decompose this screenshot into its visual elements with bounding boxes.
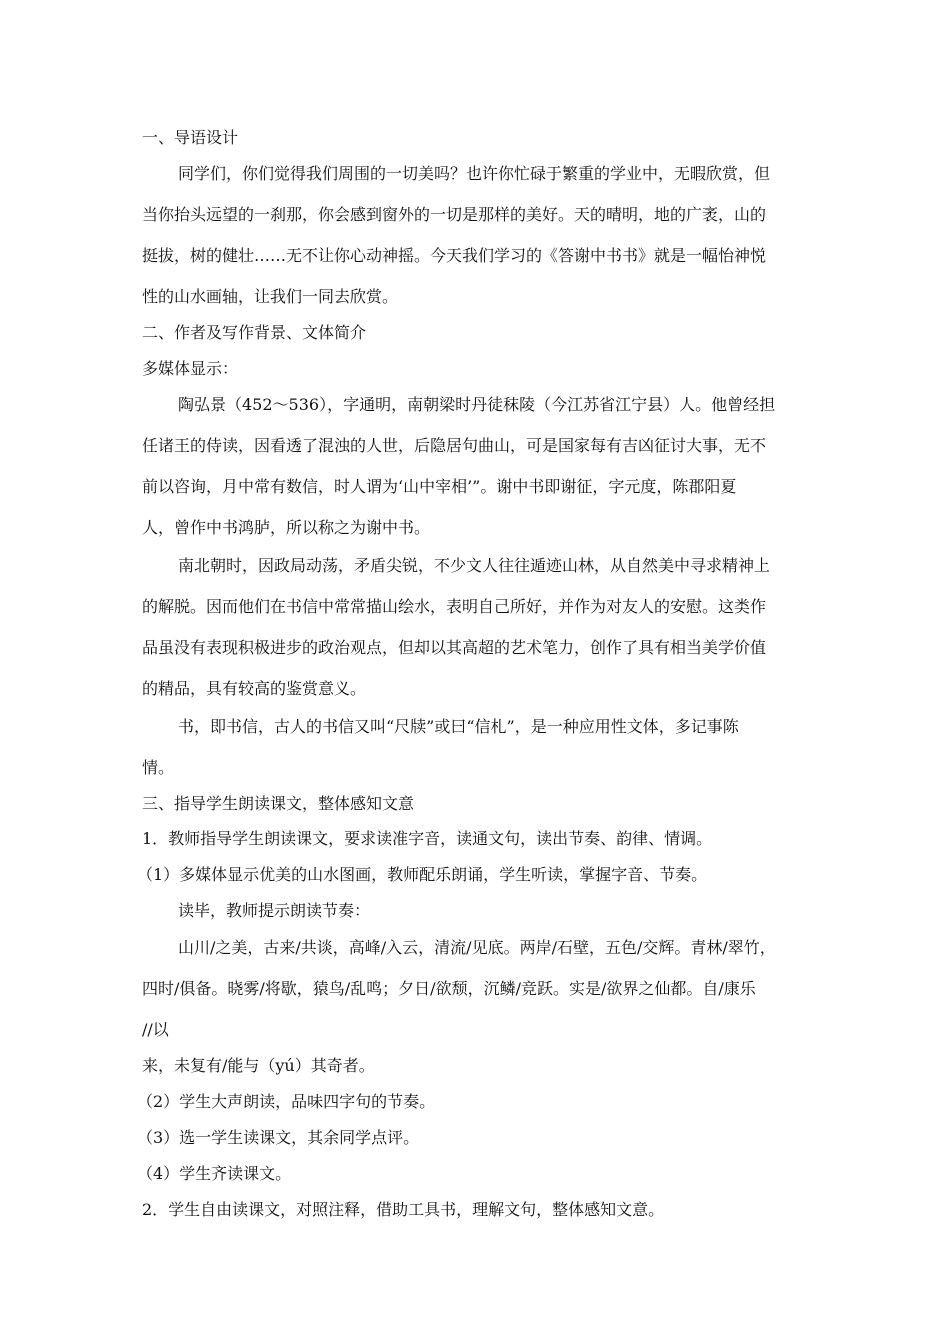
paragraph-line: 挺拔，树的健壮……无不让你心动神摇。今天我们学习的《答谢中书书》就是一幅怡神悦 — [142, 246, 767, 265]
paragraph-line: 同学们，你们觉得我们周围的一切美吗？也许你忙碌于繁重的学业中，无暇欣赏，但 — [178, 164, 771, 183]
paragraph-line: 的精品，具有较高的鉴赏意义。 — [142, 679, 367, 698]
paragraph-line: 四时/俱备。晓雾/将歇，猿鸟/乱鸣；夕日/欲颓，沉鳞/竞跃。实是/欲界之仙都。自/康乐 — [142, 979, 756, 998]
paragraph-line: 陶弘景（452～536），字通明，南朝梁时丹徒秣陵（今江苏省江宁县）人。他曾经担 — [178, 395, 776, 414]
paragraph-line: （2）学生大声朗读，品味四字句的节奏。 — [137, 1092, 436, 1111]
paragraph-line: （3）选一学生读课文，其余同学点评。 — [137, 1128, 420, 1147]
paragraph-line: 性的山水画轴，让我们一同去欣赏。 — [142, 287, 399, 306]
paragraph-line: （4）学生齐读课文。 — [137, 1164, 292, 1183]
paragraph-line: 2．学生自由读课文，对照注释，借助工具书，理解文句，整体感知文意。 — [142, 1200, 665, 1219]
paragraph-line: 任诸王的侍读，因看透了混浊的人世，后隐居句曲山，可是国家每有吉凶征讨大事，无不 — [142, 436, 767, 455]
paragraph-line: 前以咨询，月中常有数信，时人谓为‘山中宰相’”。谢中书即谢征，字元度，陈郡阳夏 — [142, 477, 737, 496]
paragraph-line: 多媒体显示： — [142, 359, 239, 378]
paragraph-line: 1．教师指导学生朗读课文，要求读准字音，读通文句，读出节奏、韵律、情调。 — [142, 829, 713, 848]
paragraph-line: 品虽没有表现积极进步的政治观点，但却以其高超的艺术笔力，创作了具有相当美学价值 — [142, 638, 767, 657]
paragraph-line: 人，曾作中书鸿胪，所以称之为谢中书。 — [142, 518, 431, 537]
paragraph-line: 南北朝时，因政局动荡，矛盾尖锐，不少文人往往遁迹山林，从自然美中寻求精神上 — [178, 556, 771, 575]
section-heading-2: 二、作者及写作背景、文体简介 — [142, 323, 367, 342]
section-heading-1: 一、导语设计 — [142, 128, 239, 147]
paragraph-line: 来，未复有/能与（yú）其奇者。 — [142, 1056, 375, 1075]
paragraph-line: 情。 — [142, 758, 175, 777]
section-heading-3: 三、指导学生朗读课文，整体感知文意 — [142, 794, 415, 813]
paragraph-line: 山川/之美，古来/共谈，高峰/入云，清流/见底。两岸/石壁，五色/交辉。青林/翠竹， — [178, 938, 776, 957]
paragraph-line: （1）多媒体显示优美的山水图画，教师配乐朗诵，学生听读，掌握字音、节奏。 — [137, 865, 708, 884]
paragraph-line: 当你抬头远望的一刹那，你会感到窗外的一切是那样的美好。天的晴明，地的广袤，山的 — [142, 205, 767, 224]
paragraph-line: 读毕，教师提示朗读节奏： — [178, 901, 371, 920]
paragraph-line: //以 — [142, 1020, 169, 1039]
paragraph-line: 书，即书信，古人的书信又叫“尺牍”或曰“信札”，是一种应用性文体，多记事陈 — [178, 717, 739, 736]
paragraph-line: 的解脱。因而他们在书信中常常描山绘水，表明自己所好，并作为对友人的安慰。这类作 — [142, 597, 767, 616]
